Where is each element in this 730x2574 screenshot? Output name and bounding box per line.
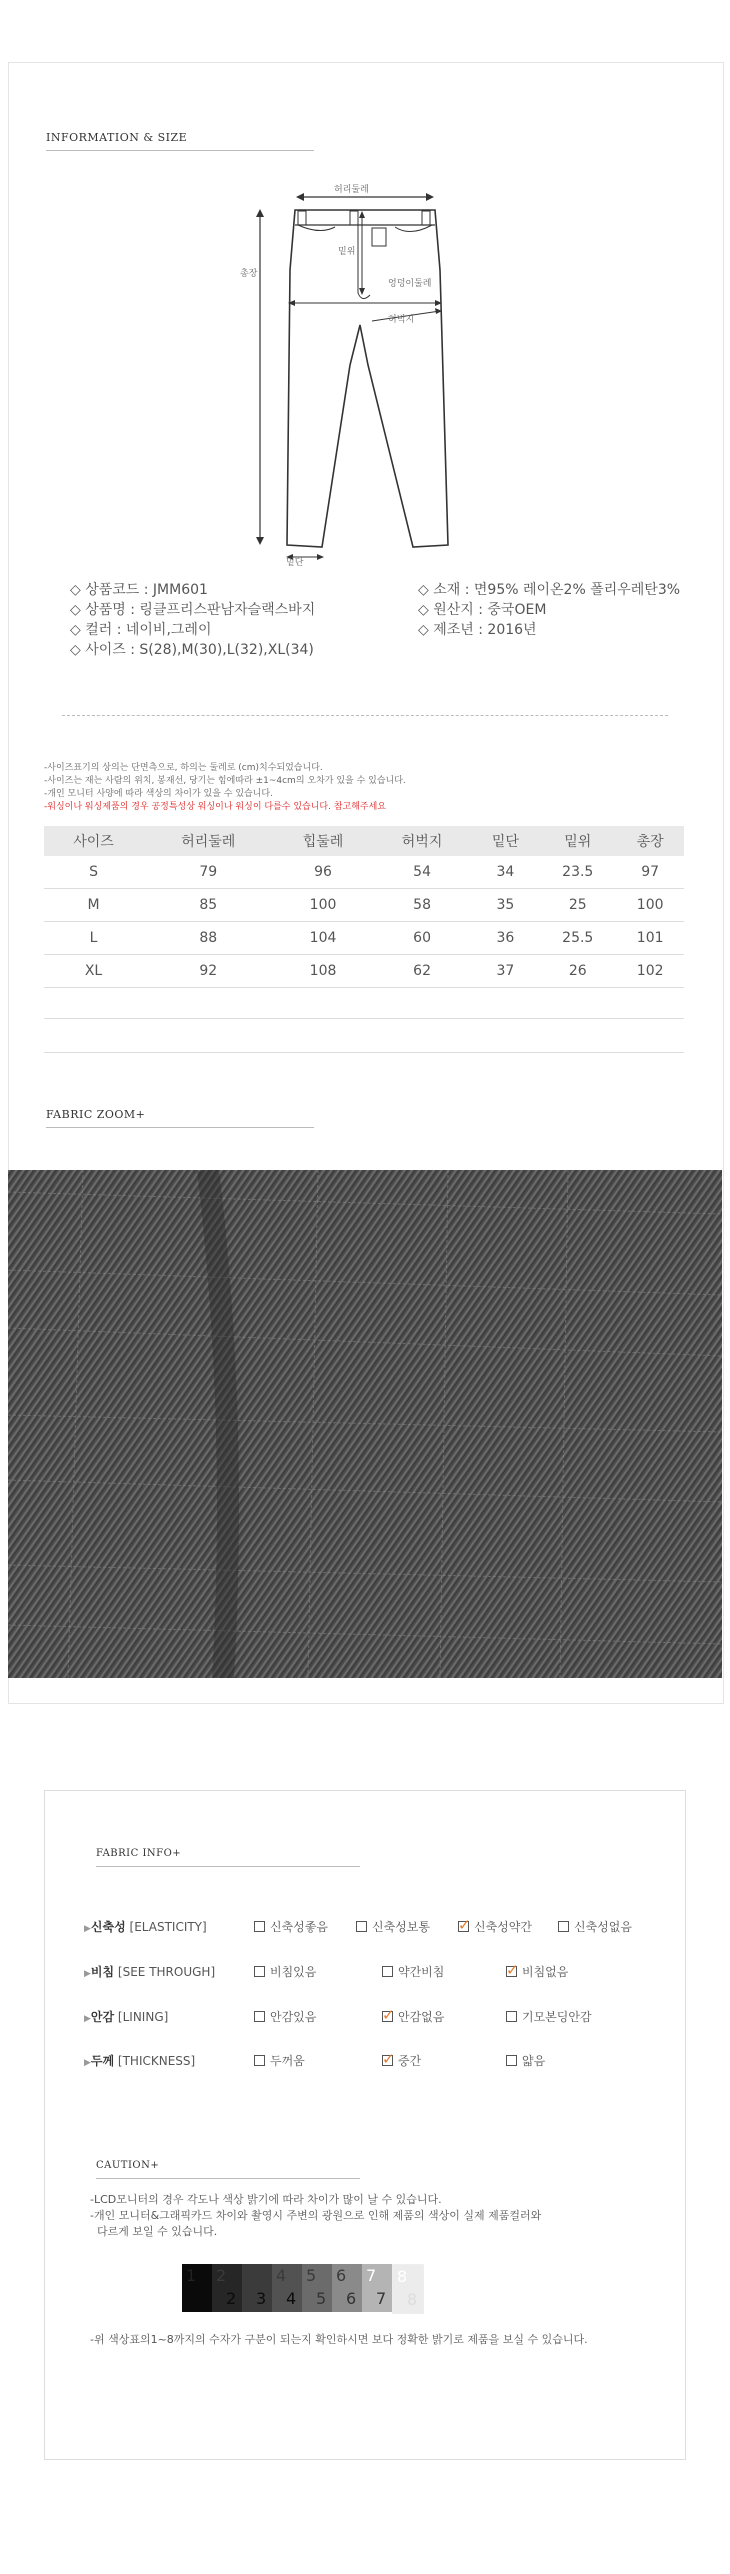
cell: 37 — [472, 955, 540, 988]
option-thickness-thin[interactable] — [506, 2052, 545, 2069]
cell: 54 — [373, 856, 472, 889]
cell: 92 — [143, 955, 274, 988]
fabric-zoom-underline — [46, 1127, 314, 1128]
header-cell: 총장 — [616, 826, 684, 856]
swatch-number-top: 2 — [216, 2266, 227, 2285]
fabric-info-frame — [44, 1790, 686, 2460]
table-empty-row-line — [44, 1052, 684, 1053]
info-section-title: INFORMATION & SIZE — [46, 131, 188, 144]
table-empty-row-line — [44, 1018, 684, 1019]
caution-footer: -위 색상표의1~8까지의 수자가 구분이 되는지 확인하시면 보다 정확한 밝기로 제품을 보실 수 있습니다. — [90, 2333, 588, 2346]
cell: 85 — [143, 889, 274, 922]
option-label: 중간 — [398, 2054, 422, 2068]
cell: 97 — [616, 856, 684, 889]
fabric-info-underline — [96, 1866, 360, 1867]
checkbox-icon — [254, 2011, 265, 2022]
option-label: 두꺼움 — [270, 2054, 305, 2068]
option-lining-none[interactable] — [382, 2008, 444, 2025]
cell: 101 — [616, 922, 684, 955]
caution-underline — [96, 2178, 360, 2179]
header-cell: 사이즈 — [44, 826, 143, 856]
checkbox-icon — [382, 1966, 393, 1977]
length-label: 총장 — [240, 269, 258, 279]
info-left-list — [70, 580, 315, 660]
dashed-divider — [62, 715, 668, 716]
option-label: 비침없음 — [522, 1965, 569, 1979]
caution-text — [90, 2192, 541, 2240]
info-sizes: ◇ 사이즈 : S(28),M(30),L(32),XL(34) — [70, 642, 314, 658]
brightness-swatch — [212, 2264, 242, 2312]
cell: L — [44, 922, 143, 955]
caution-line: 다르게 보일 수 있습니다. — [90, 2225, 218, 2238]
brightness-swatch — [242, 2264, 272, 2312]
thickness-name: 두께 — [90, 2054, 115, 2068]
info-right-list — [418, 580, 680, 640]
elasticity-eng: [ELASTICITY] — [125, 1920, 207, 1934]
checkbox-icon — [356, 1921, 367, 1932]
brightness-swatch — [302, 2264, 332, 2312]
swatch-number-top: 3 — [246, 2266, 257, 2285]
caution-line: -개인 모니터&그래픽카드 차이와 촬영시 주변의 광원으로 인해 제품의 색상이 실제 제품컬러와 — [90, 2209, 542, 2222]
thickness-eng: [THICKNESS] — [114, 2054, 196, 2068]
size-notes — [44, 762, 406, 814]
see-through-label — [84, 1963, 215, 1980]
cell: S — [44, 856, 143, 889]
option-elasticity-none[interactable] — [558, 1918, 632, 1935]
size-note: -사이즈표기의 상의는 단면측으로, 하의는 둘레로 (cm)치수되었습니다. — [44, 763, 323, 773]
size-note: -개인 모니터 사양에 따라 색상의 차이가 있을 수 있습니다. — [44, 789, 273, 799]
header-cell: 밑위 — [539, 826, 616, 856]
row-arrow-icon: ▶ — [84, 1969, 91, 1979]
table-row — [44, 889, 684, 922]
info-color: ◇ 컬러 : 네이비,그레이 — [70, 622, 212, 638]
swatch-number-bottom: 3 — [256, 2289, 267, 2308]
header-cell: 밑단 — [472, 826, 540, 856]
cell: 100 — [274, 889, 373, 922]
table-row — [44, 955, 684, 988]
fabric-zoom-title: FABRIC ZOOM+ — [46, 1108, 146, 1121]
cell: 96 — [274, 856, 373, 889]
cell: 100 — [616, 889, 684, 922]
checkbox-icon — [558, 1921, 569, 1932]
cell: 25.5 — [539, 922, 616, 955]
fabric-texture — [8, 1170, 722, 1678]
option-label: 신축성좋음 — [270, 1920, 328, 1934]
lining-label — [84, 2008, 168, 2025]
cell: 79 — [143, 856, 274, 889]
lining-name: 안감 — [90, 2010, 115, 2024]
fabric-info-title: FABRIC INFO+ — [96, 1848, 182, 1859]
swatch-number-top: 1 — [186, 2266, 197, 2285]
fabric-zoom-image — [8, 1170, 722, 1678]
checkbox-checked-icon — [506, 1961, 519, 1979]
header-cell: 허리둘레 — [143, 826, 274, 856]
row-arrow-icon: ▶ — [84, 1924, 91, 1934]
swatch-number-top: 4 — [276, 2266, 287, 2285]
info-year: ◇ 제조년 : 2016년 — [418, 622, 537, 638]
cell: 58 — [373, 889, 472, 922]
swatch-number-bottom: 8 — [407, 2290, 418, 2309]
check-mark-icon: ✓ — [382, 2050, 395, 2068]
table-row — [44, 922, 684, 955]
thickness-label — [84, 2052, 195, 2069]
cell: 26 — [539, 955, 616, 988]
option-lining-yes[interactable] — [254, 2008, 316, 2025]
row-arrow-icon: ▶ — [84, 2058, 91, 2068]
header-cell: 힙둘레 — [274, 826, 373, 856]
table-row — [44, 856, 684, 889]
swatch-number-bottom: 5 — [316, 2289, 327, 2308]
brightness-swatch — [182, 2264, 212, 2312]
option-lining-bonded[interactable] — [506, 2008, 592, 2025]
pants-outline — [287, 210, 448, 547]
cell: 35 — [472, 889, 540, 922]
brightness-swatch — [362, 2264, 392, 2312]
waist-label: 허리둘레 — [334, 185, 369, 195]
rise-label: 밑위 — [338, 247, 356, 257]
cell: 36 — [472, 922, 540, 955]
caution-title: CAUTION+ — [96, 2160, 160, 2171]
cell: 108 — [274, 955, 373, 988]
option-elasticity-slight[interactable] — [458, 1918, 532, 1935]
cell: 102 — [616, 955, 684, 988]
size-table-header — [44, 826, 684, 856]
option-label: 비침있음 — [270, 1965, 317, 1979]
check-mark-icon: ✓ — [458, 1916, 471, 1934]
hip-label: 엉덩이둘레 — [388, 279, 432, 289]
cell: 88 — [143, 922, 274, 955]
option-label: 신축성보통 — [372, 1920, 430, 1934]
caution-line: -LCD모니터의 경우 각도나 색상 밝기에 따라 차이가 많이 날 수 있습니다. — [90, 2193, 442, 2206]
cell: XL — [44, 955, 143, 988]
swatch-number-bottom: 6 — [346, 2289, 357, 2308]
cell: 34 — [472, 856, 540, 889]
checkbox-checked-icon — [382, 2050, 395, 2068]
cell: 23.5 — [539, 856, 616, 889]
check-mark-icon: ✓ — [506, 1961, 519, 1979]
info-name: ◇ 상품명 : 링클프리스판남자슬랙스바지 — [70, 602, 316, 618]
option-label: 얇음 — [522, 2054, 546, 2068]
swatch-number-top: 8 — [397, 2267, 408, 2286]
swatch-number-bottom: 7 — [376, 2289, 387, 2308]
cell: 60 — [373, 922, 472, 955]
option-label: 신축성없음 — [574, 1920, 632, 1934]
option-label: 안감있음 — [270, 2010, 317, 2024]
brightness-swatch — [272, 2264, 302, 2312]
size-note: -사이즈는 재는 사람의 위치, 봉재선, 당기는 힘에따라 ±1~4cm의 오차가 있을 수 있습니다. — [44, 776, 406, 786]
thigh-label: 허벅지 — [388, 315, 415, 325]
brightness-swatch — [332, 2264, 362, 2312]
swatch-number-top: 5 — [306, 2266, 317, 2285]
brightness-swatch — [392, 2264, 424, 2314]
option-elasticity-normal[interactable] — [356, 1918, 430, 1935]
checkbox-icon — [254, 1966, 265, 1977]
see-through-eng: [SEE THROUGH] — [114, 1965, 216, 1979]
swatch-number-top: 7 — [366, 2266, 377, 2285]
swatch-number-top: 6 — [336, 2266, 347, 2285]
swatch-number-bottom: 4 — [286, 2289, 297, 2308]
checkbox-icon — [254, 1921, 265, 1932]
cell: 104 — [274, 922, 373, 955]
lining-eng: [LINING] — [114, 2010, 169, 2024]
option-thickness-thick[interactable] — [254, 2052, 305, 2069]
header-cell: 허벅지 — [373, 826, 472, 856]
option-label: 신축성약간 — [474, 1920, 532, 1934]
hem-label: 밑단 — [286, 558, 304, 568]
option-elasticity-good[interactable] — [254, 1918, 328, 1935]
elasticity-label — [84, 1918, 207, 1935]
info-origin: ◇ 원산지 : 중국OEM — [418, 602, 547, 618]
option-see-through-yes[interactable] — [254, 1963, 316, 1980]
checkbox-icon — [254, 2055, 265, 2066]
info-code: ◇ 상품코드 : JMM601 — [70, 582, 208, 598]
check-mark-icon: ✓ — [382, 2006, 395, 2024]
pants-size-diagram — [250, 175, 470, 575]
option-label: 안감없음 — [398, 2010, 445, 2024]
option-label: 약간비침 — [398, 1965, 445, 1979]
cell: M — [44, 889, 143, 922]
info-title-underline — [46, 150, 314, 151]
size-table — [44, 826, 684, 988]
see-through-name: 비침 — [90, 1965, 115, 1979]
elasticity-name: 신축성 — [90, 1920, 126, 1934]
option-label: 기모본딩안감 — [522, 2010, 592, 2024]
swatch-number-bottom: 2 — [226, 2289, 237, 2308]
checkbox-checked-icon — [458, 1916, 471, 1934]
option-see-through-slight[interactable] — [382, 1963, 444, 1980]
option-see-through-none[interactable] — [506, 1963, 568, 1980]
checkbox-checked-icon — [382, 2006, 395, 2024]
row-arrow-icon: ▶ — [84, 2014, 91, 2024]
size-note-warning: -워싱이나 워싱제품의 경우 공정특성상 워싱이나 워싱이 다를수 있습니다. 참고해주세요 — [44, 802, 386, 812]
info-material: ◇ 소재 : 면95% 레이온2% 폴리우레탄3% — [418, 582, 681, 598]
cell: 25 — [539, 889, 616, 922]
checkbox-icon — [506, 2055, 517, 2066]
checkbox-icon — [506, 2011, 517, 2022]
cell: 62 — [373, 955, 472, 988]
option-thickness-medium[interactable] — [382, 2052, 421, 2069]
swatch-number-bottom: 1 — [196, 2289, 207, 2308]
